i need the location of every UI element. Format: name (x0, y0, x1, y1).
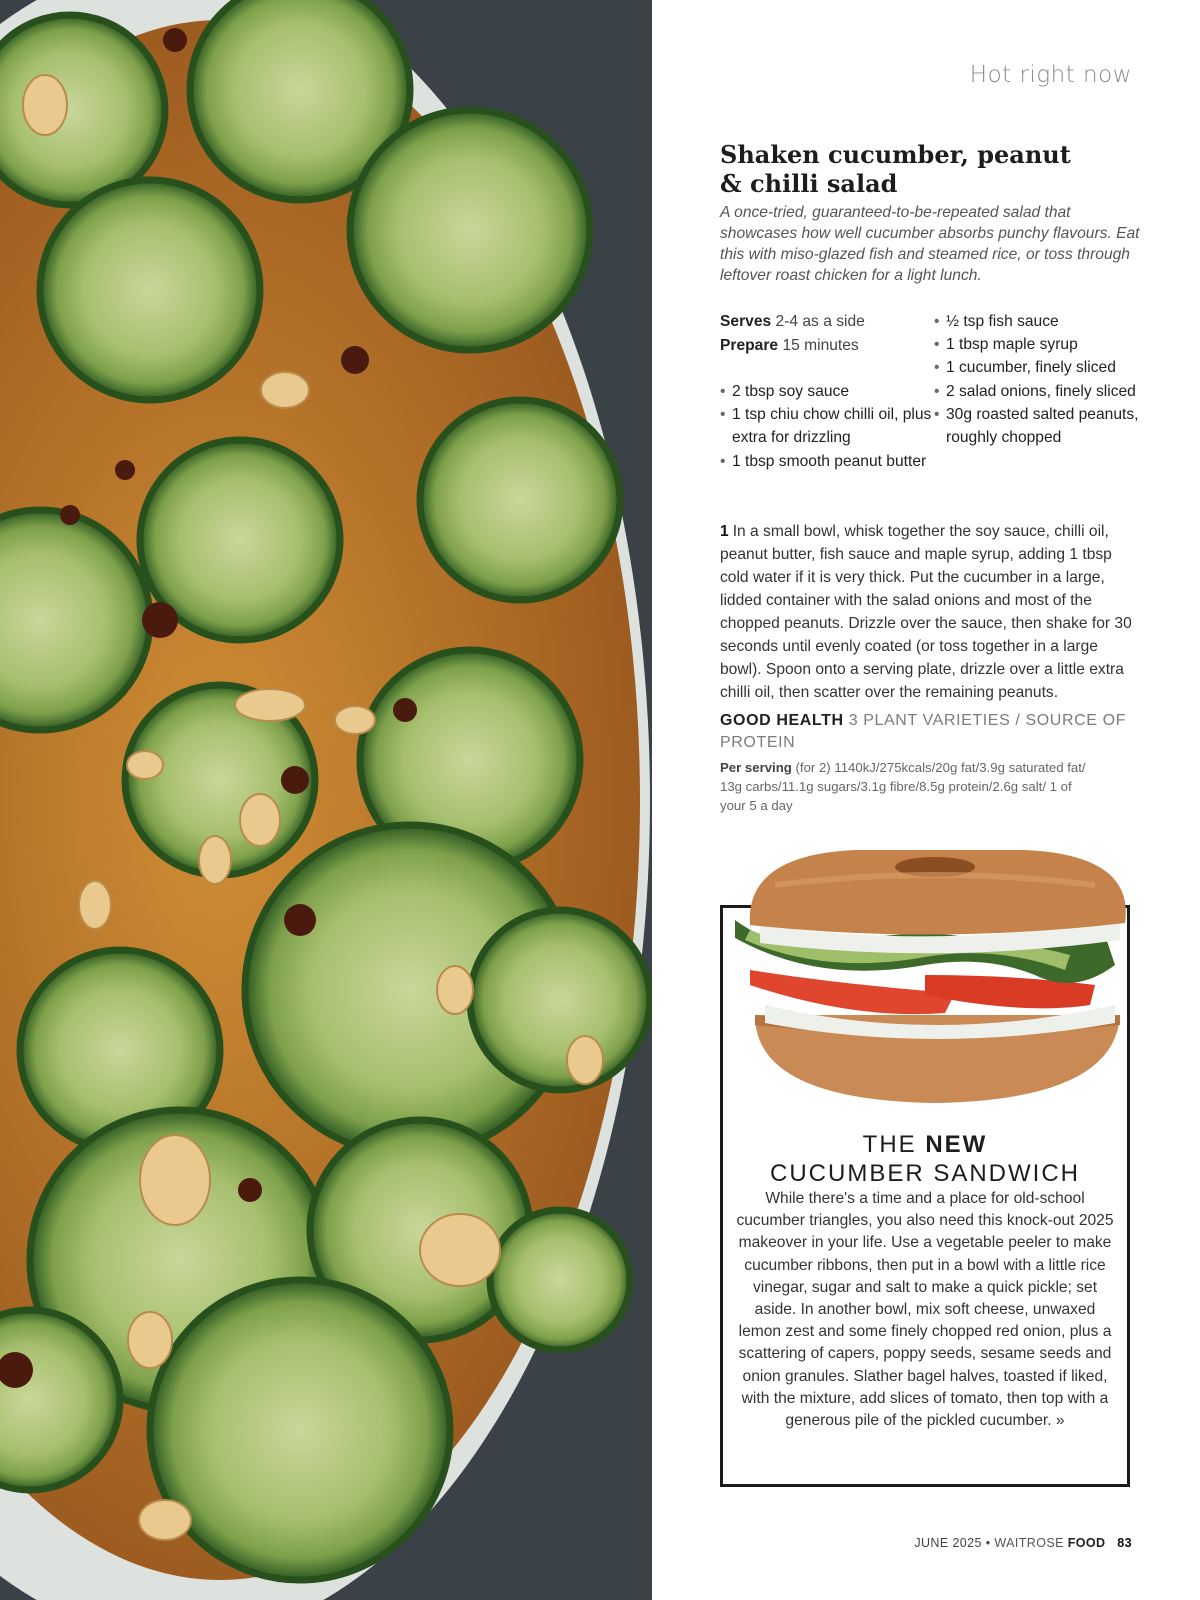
sandwich-heading (720, 1130, 1130, 1188)
ingredient-item: • 1 tsp chiu chow chilli oil, plus extra for drizzling (720, 403, 935, 449)
footer-date: JUNE 2025 (914, 1536, 982, 1550)
good-health-info (720, 710, 1140, 754)
method-step-number: 1 (720, 523, 729, 540)
good-health-label: GOOD HEALTH (720, 712, 844, 729)
ingredient-item: • 2 tbsp soy sauce (720, 380, 935, 403)
footer-brand: WAITROSE (994, 1536, 1064, 1550)
nutrition-label: Per serving (720, 760, 792, 775)
prepare-row (720, 334, 940, 358)
recipe-intro: A once-tried, guaranteed-to-be-repeated salad that showcases how well cucumber absorbs punchy flavours. Eat this with miso-glazed fish and steamed rice, or toss through leftover roast chicken for a light lunch. (720, 204, 1140, 284)
ingredient-item: • 2 salad onions, finely sliced (934, 380, 1144, 403)
method-step-text: In a small bowl, whisk together the soy sauce, chilli oil, peanut butter, fish sauce and maple syrup, adding 1 tbsp cold water if it is very thick. Put the cucumber in a large, lidded container with the salad onions and most of the chopped peanuts. Drizzle over the sauce, then shake for 30 seconds until evenly coated (or toss together in a large bowl). Spoon onto a serving plate, drizzle over a little extra chilli oil, then scatter over the remaining peanuts. (720, 523, 1132, 701)
ingredient-item: • 1 tbsp maple syrup (934, 333, 1144, 356)
nutrition-info (720, 758, 1100, 815)
serves-label: Serves (720, 313, 772, 330)
footer-brand-bold: FOOD (1067, 1536, 1106, 1550)
ingredients-list-left (720, 380, 935, 473)
method-step (720, 520, 1132, 704)
sandwich-heading-line1 (720, 1130, 1130, 1159)
ingredient-item: • ½ tsp fish sauce (934, 310, 1144, 333)
footer-separator: • (985, 1536, 991, 1550)
ingredients-list-right (934, 310, 1144, 449)
sandwich-heading-line2: CUCUMBER SANDWICH (770, 1160, 1080, 1187)
ingredient-item: • 1 cucumber, finely sliced (934, 356, 1144, 379)
good-health-text: 3 PLANT VARIETIES / SOURCE OF PROTEIN (720, 712, 1127, 751)
ingredient-item: • 30g roasted salted peanuts, roughly chopped (934, 403, 1144, 449)
ingredient-item: • 1 tbsp smooth peanut butter (720, 450, 935, 473)
recipe-meta (720, 310, 940, 357)
serves-value: 2-4 as a side (775, 313, 865, 330)
sandwich-heading-prefix: THE (862, 1131, 917, 1158)
recipe-title (720, 140, 1140, 198)
prepare-value: 15 minutes (782, 336, 859, 354)
recipe-title-line1: Shaken cucumber, peanut (720, 140, 1071, 169)
prepare-label: Prepare (720, 336, 779, 354)
bagel-sandwich-image (735, 845, 1140, 1110)
recipe-title-line2: & chilli salad (720, 169, 898, 198)
sandwich-heading-bold: NEW (925, 1131, 988, 1158)
sandwich-body: While there's a time and a place for old-school cucumber triangles, you also need this knock-out 2025 makeover in your life. Use a vegetable peeler to make cucumber ribbons, then put in a bowl with a little rice vinegar, sugar and salt to make a quick pickle; set aside. In another bowl, mix soft cheese, unwaxed lemon zest and some finely chopped red onion, plus a scattering of capers, poppy seeds, sesame seeds and onion granules. Slather bagel halves, toasted if liked, with the mixture, add slices of tomato, then top with a generous pile of the pickled cucumber. » (736, 1190, 1114, 1430)
page-number: 83 (1117, 1536, 1132, 1550)
serves-row (720, 310, 940, 334)
nutrition-text: (for 2) 1140kJ/275kcals/20g fat/3.9g saturated fat/ 13g carbs/11.1g sugars/3.1g fibre/8.5g protein/2.6g salt/ 1 of your 5 a day (720, 760, 1086, 813)
page-footer (914, 1536, 1132, 1550)
section-label: Hot right now (969, 62, 1132, 88)
